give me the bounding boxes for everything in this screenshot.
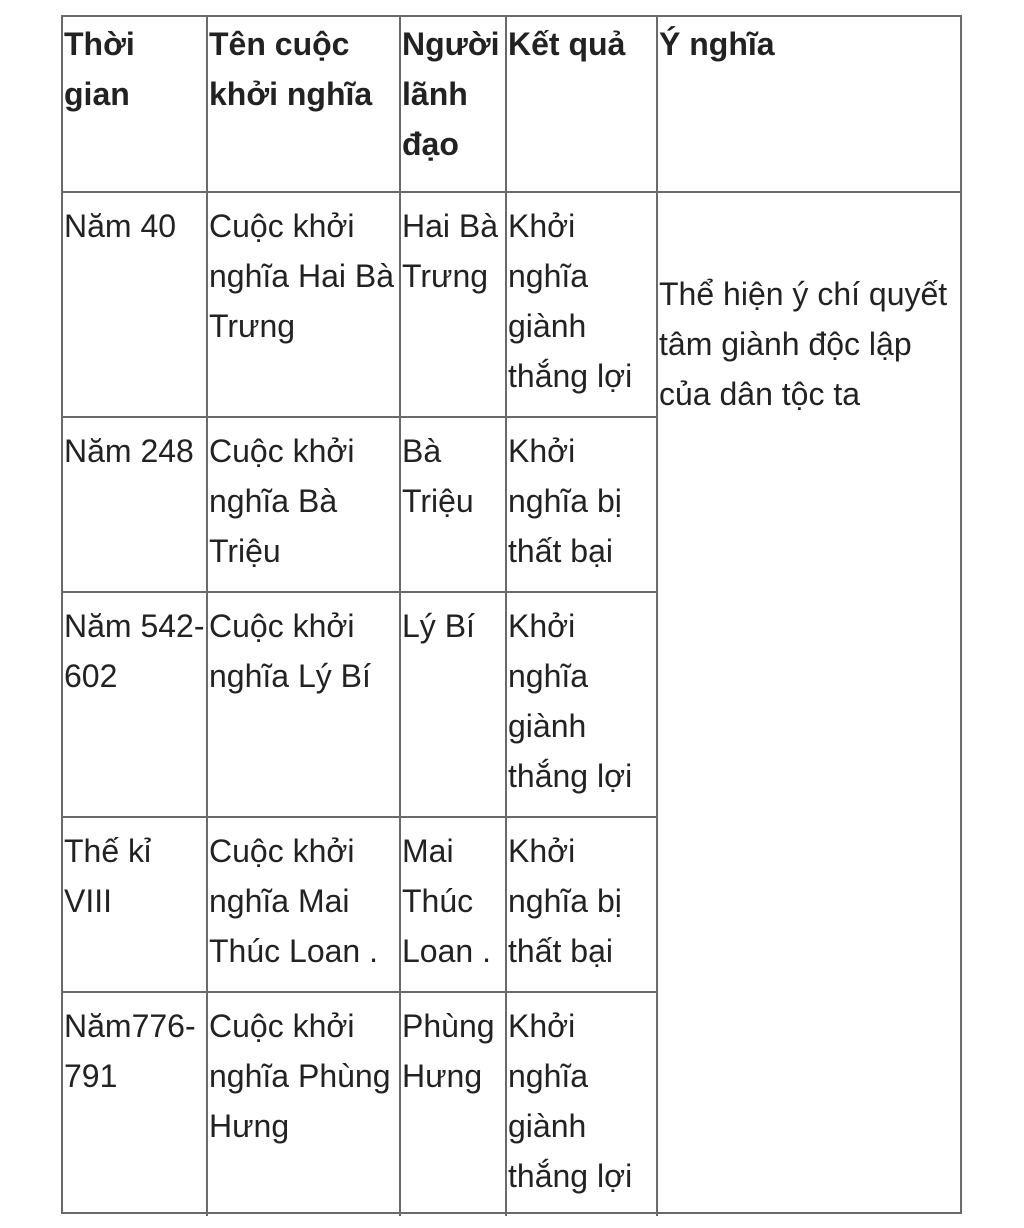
cell-leader: Bà Triệu [400, 417, 506, 592]
cell-uprising-name: Cuộc khởi nghĩa Bà Triệu [207, 417, 400, 592]
cell-time: Năm776-791 [63, 992, 207, 1216]
table-row [63, 192, 960, 417]
table-header-row [63, 17, 960, 192]
header-uprising-name: Tên cuộc khởi nghĩa [207, 17, 400, 192]
cell-result: Khởi nghĩa bị thất bại [506, 417, 657, 592]
cell-time: Năm 40 [63, 192, 207, 417]
cell-time: Thế kỉ VIII [63, 817, 207, 992]
cell-uprising-name: Cuộc khởi nghĩa Lý Bí [207, 592, 400, 817]
cell-result: Khởi nghĩa giành thắng lợi [506, 592, 657, 817]
cell-result: Khởi nghĩa bị thất bại [506, 817, 657, 992]
cell-leader: Mai Thúc Loan . [400, 817, 506, 992]
cell-leader: Phùng Hưng [400, 992, 506, 1216]
header-result: Kết quả [506, 17, 657, 192]
cell-uprising-name: Cuộc khởi nghĩa Mai Thúc Loan . [207, 817, 400, 992]
cell-result: Khởi nghĩa giành thắng lợi [506, 192, 657, 417]
cell-result: Khởi nghĩa giành thắng lợi [506, 992, 657, 1216]
uprisings-table [63, 17, 960, 1216]
cell-leader: Hai Bà Trưng [400, 192, 506, 417]
cell-time: Năm 542-602 [63, 592, 207, 817]
uprisings-table-container [61, 15, 962, 1214]
cell-uprising-name: Cuộc khởi nghĩa Hai Bà Trưng [207, 192, 400, 417]
header-time: Thời gian [63, 17, 207, 192]
cell-time: Năm 248 [63, 417, 207, 592]
header-leader: Người lãnh đạo [400, 17, 506, 192]
cell-uprising-name: Cuộc khởi nghĩa Phùng Hưng [207, 992, 400, 1216]
cell-meaning: Thể hiện ý chí quyết tâm giành độc lập của dân tộc ta [657, 192, 960, 1216]
header-meaning: Ý nghĩa [657, 17, 960, 192]
cell-leader: Lý Bí [400, 592, 506, 817]
